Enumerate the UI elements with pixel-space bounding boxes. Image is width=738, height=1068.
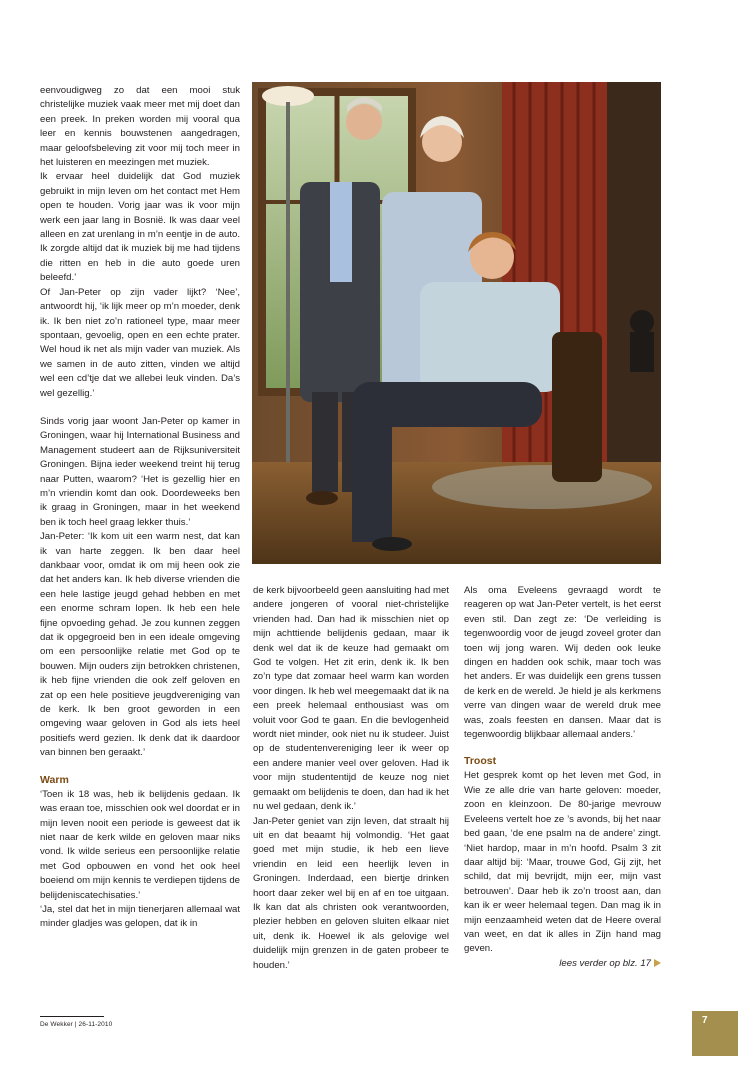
family-photo — [252, 82, 661, 564]
triangle-arrow-icon — [654, 959, 661, 967]
paragraph: ‘Ja, stel dat het in mijn tienerjaren allemaal wat minder gladjes was gelopen, dat ik in — [40, 903, 240, 930]
paragraph: Sinds vorig jaar woont Jan-Peter op kamer in Groningen, waar hij International Business and Management studeert aan de Rijksuniversiteit Groningen. Bijna ieder weekend treint hij terug naar Putten, waarom? ‘Het is gezellig hier en m’n vriendin komt dan ook. Doordeweeks ben ik graag in Groningen, maar in het weekend ben ik toch heel graag lekker thuis.’ — [40, 415, 240, 528]
article-column-1 — [40, 84, 240, 932]
paragraph: Jan-Peter geniet van zijn leven, dat straalt hij uit en dat beaamt hij volmondig. ‘Het gaat goed met mijn studie, ik heb een lieve vriendin en leid een heerlijk leven in Groningen. Inderdaad, een biertje drinken hoort daar zeker wel bij en af en toe uitgaan. Ik kan dat als christen ook verantwoorden, plezier hebben en geloven sluiten elkaar niet uit, denk ik. Hoewel ik als gelovige wel duidelijk mijn grenzen in de gaten probeer te houden.’ — [253, 815, 449, 971]
article-column-2 — [253, 584, 449, 973]
paragraph: de kerk bijvoorbeeld geen aansluiting had met andere jongeren of vooral niet-christelijke vrienden had. Dan had ik misschien niet op mijn achttiende belijdenis gedaan, maar ik denk wel dat ik de keuze had gemaakt om God te volgen. Het zit erin, denk ik. Ik ben zo’n type dat zomaar heel warm kan worden voor dingen. Ik heb wel meegemaakt dat ik na een preek helemaal enthousiast was om voluit voor God te gaan. En die bevlogenheid wordt niet minder, ook niet nu ik studeer. Juist op de studentenvereniging leer ik weer op een andere manier veel over geloven. Had ik voor mijn studententijd de keuze nog niet gemaakt om belijdenis te doen, dan had ik het nu wel gedaan, denk ik.’ — [253, 585, 449, 813]
section-heading-warm: Warm — [40, 773, 69, 786]
paragraph: Jan-Peter: ‘Ik kom uit een warm nest, dat kan ik van harte zeggen. Ik ben daar heel dankbaar voor, omdat ik om mij heen ook zie dat het anders kan. Ik heb diverse vrienden die een hele lastige jeugd gehad hebben en met een enorme schram lopen. Ik heb een hele fijne opvoeding gehad. Je zou kunnen zeggen dat ik opgegroeid ben in een ideale omgeving om een persoonlijke relatie met God op te bouwen. Mijn ouders zijn betrokken christenen, ik heb fijne vrienden die ook zelf geloven en zat op een hele positieve jeugdvereniging van de kerk. Ik ben groot geworden in een omgeving waar geloven in God als iets heel positiefs werd gezien. Ik denk dat ik daardoor van binnen ben geraakt.’ — [40, 531, 240, 759]
page-number-tab — [692, 1011, 738, 1056]
continued-text: lees verder op blz. 17 — [559, 957, 651, 969]
continued-link[interactable] — [464, 957, 661, 971]
footer-publication: De Wekker | 26-11-2010 — [40, 1021, 113, 1028]
paragraph: Of Jan-Peter op zijn vader lijkt? ‘Nee’, antwoordt hij, ‘ik lijk meer op m’n moeder, denk ik. Ik ben niet zo’n rationeel type, maar meer spontaan, gevoelig, open en een echte prater. Wel houd ik net als mijn vader van muziek. Als we samen in de auto zitten, vinden we altijd wel een cd’tje dat we allebei leuk vinden. Da’s wel gezellig.’ — [40, 286, 240, 399]
footer-rule — [40, 1016, 104, 1017]
paragraph: Ik ervaar heel duidelijk dat God muziek gebruikt in mijn leven om het contact met Hem open te houden. Vorig jaar was ik voor mijn werk een jaar lang in Bosnië. Ik was daar veel alleen en zat urenlang in m’n eentje in de auto. Ik zorgde altijd dat ik muziek bij me had tijdens die ritten en heb in die auto goede uren beleefd.’ — [40, 171, 240, 284]
page-number: 7 — [702, 1015, 708, 1026]
paragraph: ‘Toen ik 18 was, heb ik belijdenis gedaan. Ik was eraan toe, misschien ook wel doordat er in mijn leven nooit een periode is geweest dat ik niet naar de kerk wilde en geloven maar niks vond. Ik wilde serieus een persoonlijke relatie met God opbouwen en vond het ook heel boeiend om mijn kennis te verdiepen tijdens de belijdeniscatechisaties.’ — [40, 788, 240, 901]
paragraph: Als oma Eveleens gevraagd wordt te reageren op wat Jan-Peter vertelt, is het eerst even stil. Dan zegt ze: ‘De verleiding is tegenwoordig voor de jeugd zoveel groter dan toen wij jong waren. Wij deden ook leuke dingen en hadden ook schik, maar toch was het anders. Er was duidelijk een grens tussen de kerk en de wereld. Je hield je als kerkmens verre van dingen waar de wereld druk mee was, zoals feesten en dansen. Maar dat is tegenwoordig blijkbaar allemaal anders.’ — [464, 585, 661, 741]
section-heading-troost: Troost — [464, 755, 497, 768]
article-column-3 — [464, 584, 661, 971]
paragraph: Het gesprek komt op het leven met God, in Wie ze alle drie van harte geloven: moeder, zoon en kleinzoon. De 80-jarige mevrouw Eveleens vertelt hoe ze ’s avonds, bij het naar bed gaan, ‘de ene psalm na de andere’ zingt. ‘Niet hardop, maar in m’n hoofd. Psalm 3 zit daar altijd bij: ‘Maar, trouwe God, Gij zijt, het schild, dat mij bevrijdt, mijn eer, mijn vast betrouwen’. Daar heb ik zo’n troost aan, dan kan ik er weer helemaal tegen. Dan mag ik in mijn eenzaamheid weten dat de Heere overal van weet, en dat ik alles in Zijn hand mag geven. — [464, 770, 661, 955]
paragraph: eenvoudigweg zo dat een mooi stuk christelijke muziek vaak meer met mij doet dan een preek. In preken worden mij vooral qua leer en kennis bouwstenen aangedragen, maar geloofsbeleving zit voor mij toch meer in het luisteren en meezingen met muziek. — [40, 85, 240, 169]
